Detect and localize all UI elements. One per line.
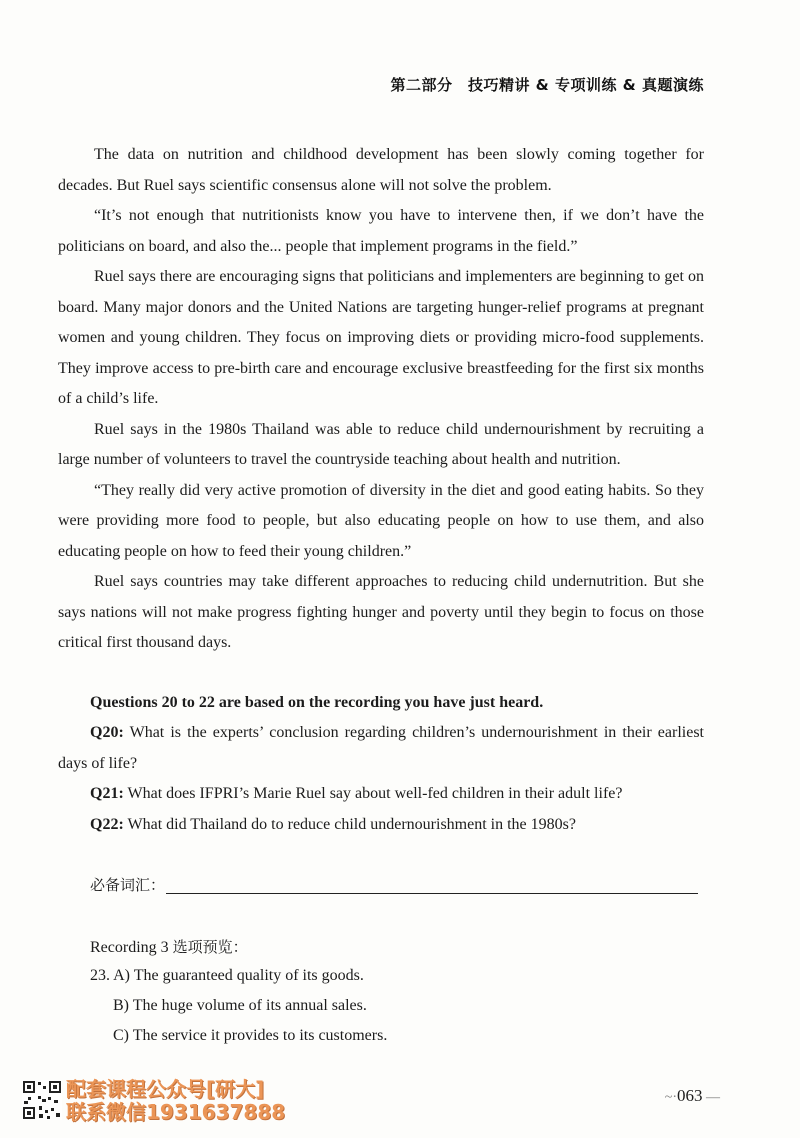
question-item — [58, 810, 704, 841]
recording-title: Recording 3 — [90, 939, 173, 956]
paragraph: Ruel says in the 1980s Thailand was able to reduce child undernourishment by recruiting a large number of volunteers to travel the countryside teaching about health and nutrition. — [58, 420, 704, 468]
paragraph: Ruel says countries may take different approaches to reducing child undernutrition. But she says nations will not make progress fighting hunger and poverty until they begin to focus on those critical first thousand days. — [58, 573, 704, 651]
watermark-text — [66, 1078, 316, 1124]
article-body — [58, 140, 704, 659]
page-header: 第二部分 技巧精讲 & 专项训练 & 真题演练 — [390, 76, 704, 94]
vocab-fill-line — [166, 893, 698, 894]
question-text: What does IFPRI’s Marie Ruel say about well-fed children in their adult life? — [123, 785, 623, 802]
option-b: B) The huge volume of its annual sales. — [113, 997, 367, 1014]
option-c: C) The service it provides to its customers. — [113, 1027, 388, 1044]
question-text: What is the experts’ conclusion regarding children’s undernourishment in their earliest days of life? — [58, 724, 704, 772]
question-item — [58, 718, 704, 779]
question-label: Q22: — [90, 815, 124, 833]
questions-heading: Questions 20 to 22 are based on the recording you have just heard. — [90, 694, 544, 711]
vocab-section — [90, 872, 700, 898]
question-text: What did Thailand do to reduce child undernourishment in the 1980s? — [123, 815, 576, 833]
recording-preview-label: 选项预览： — [172, 938, 248, 956]
watermark-line-1: 配套课程公众号[研大] — [66, 1077, 265, 1101]
page-number: ~·063 — — [664, 1086, 720, 1105]
paragraph: “They really did very active promotion of diversity in the diet and good eating habits. So they were providing more food to people, but also educating people on how to use them, and also educating people on how to feed their young children.” — [58, 481, 704, 560]
option-a: 23. A) The guaranteed quality of its goods. — [90, 967, 364, 984]
qr-code-icon — [22, 1080, 62, 1120]
page-number-value: 063 — [677, 1086, 703, 1105]
paragraph: The data on nutrition and childhood development has been slowly coming together for decades. But Ruel says scientific consensus alone will not solve the problem. — [58, 146, 704, 194]
paragraph: Ruel says there are encouraging signs that politicians and implementers are beginning to get on board. Many major donors and the United Nations are targeting hunger-relief programs at pregnant women and young children. They focus on improving diets or providing micro-food supplements. They improve access to pre-birth care and encourage exclusive breastfeeding for the first six months of a child’s life. — [58, 268, 704, 407]
paragraph: “It’s not enough that nutritionists know you have to intervene then, if we don’t have the politicians on board, and also the... people that implement programs in the field.” — [58, 207, 704, 255]
question-item — [58, 779, 704, 810]
vocab-label: 必备词汇： — [90, 876, 166, 894]
question-label: Q20: — [90, 724, 124, 741]
recording-heading — [90, 936, 248, 957]
questions-section — [58, 688, 704, 840]
question-label: Q21: — [90, 785, 124, 802]
watermark-line-2: 联系微信1931637888 — [66, 1100, 286, 1124]
